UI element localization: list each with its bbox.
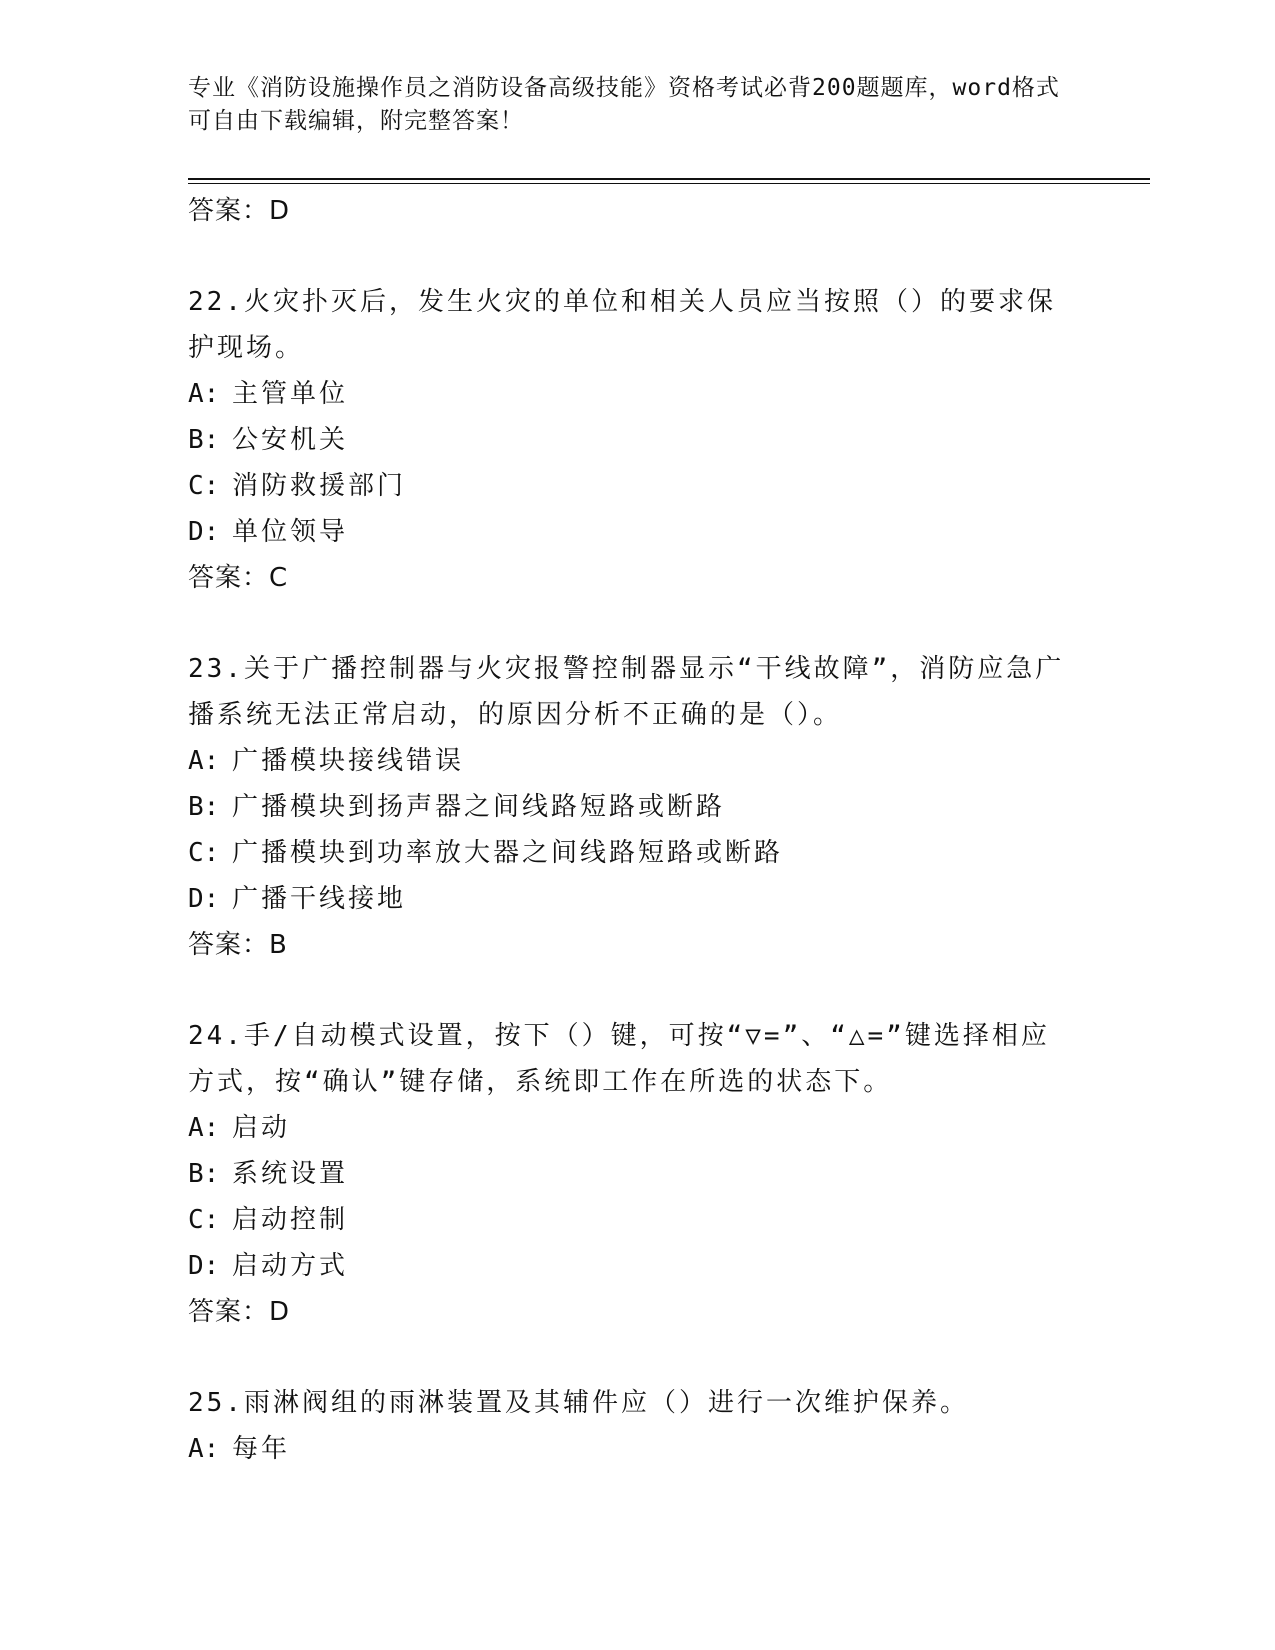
option-label: B: (188, 425, 220, 455)
option-text: 启动控制 (232, 1205, 349, 1235)
option-text: 消防救援部门 (232, 471, 407, 501)
option-text: 广播模块接线错误 (232, 746, 465, 776)
answer: 答案：C (188, 563, 289, 593)
option-b (188, 1151, 1068, 1197)
option-label: A: (188, 1434, 220, 1464)
option-a (188, 738, 1068, 784)
option-d (188, 1243, 1068, 1289)
header-divider-thin (188, 183, 1150, 184)
option-c (188, 1197, 1068, 1243)
option-text: 广播模块到扬声器之间线路短路或断路 (232, 792, 726, 822)
option-label: A: (188, 1113, 220, 1143)
option-label: D: (188, 1251, 220, 1281)
answer: 答案：B (188, 930, 288, 960)
option-label: D: (188, 517, 220, 547)
question-list (188, 188, 1068, 1472)
option-a (188, 1426, 1068, 1472)
option-label: A: (188, 379, 220, 409)
question-text: 25.雨淋阀组的雨淋装置及其辅件应（）进行一次维护保养。 (188, 1388, 969, 1418)
header-divider (188, 178, 1150, 180)
option-c (188, 463, 1068, 509)
option-text: 系统设置 (232, 1159, 349, 1189)
question-22 (188, 279, 1068, 601)
option-text: 公安机关 (232, 425, 349, 455)
question-25 (188, 1380, 1068, 1472)
option-text: 每年 (232, 1434, 291, 1464)
question-text: 24.手/自动模式设置，按下（）键，可按“▽=”、“△=”键选择相应方式，按“确认”键存储，系统即工作在所选的状态下。 (188, 1021, 1050, 1097)
option-label: B: (188, 792, 220, 822)
option-label: C: (188, 1205, 220, 1235)
option-label: D: (188, 884, 220, 914)
option-label: C: (188, 471, 220, 501)
option-text: 启动方式 (232, 1251, 349, 1281)
option-text: 启动 (232, 1113, 291, 1143)
option-d (188, 509, 1068, 555)
question-23 (188, 646, 1068, 968)
option-text: 广播模块到功率放大器之间线路短路或断路 (232, 838, 784, 868)
option-d (188, 876, 1068, 922)
question-text: 23.关于广播控制器与火灾报警控制器显示“干线故障”，消防应急广播系统无法正常启动，的原因分析不正确的是（）。 (188, 654, 1065, 730)
option-text: 主管单位 (232, 379, 349, 409)
question-text: 22.火灾扑灭后，发生火灾的单位和相关人员应当按照（）的要求保护现场。 (188, 287, 1056, 363)
question-24 (188, 1013, 1068, 1335)
document-header: 专业《消防设施操作员之消防设备高级技能》资格考试必背200题题库，word格式可自由下载编辑，附完整答案！ (188, 75, 1060, 134)
option-a (188, 1105, 1068, 1151)
option-text: 单位领导 (232, 517, 349, 547)
option-b (188, 417, 1068, 463)
option-c (188, 830, 1068, 876)
option-label: B: (188, 1159, 220, 1189)
answer: 答案：D (188, 1297, 291, 1327)
option-b (188, 784, 1068, 830)
previous-answer: 答案：D (188, 196, 291, 226)
option-label: A: (188, 746, 220, 776)
option-text: 广播干线接地 (232, 884, 407, 914)
option-a (188, 371, 1068, 417)
option-label: C: (188, 838, 220, 868)
